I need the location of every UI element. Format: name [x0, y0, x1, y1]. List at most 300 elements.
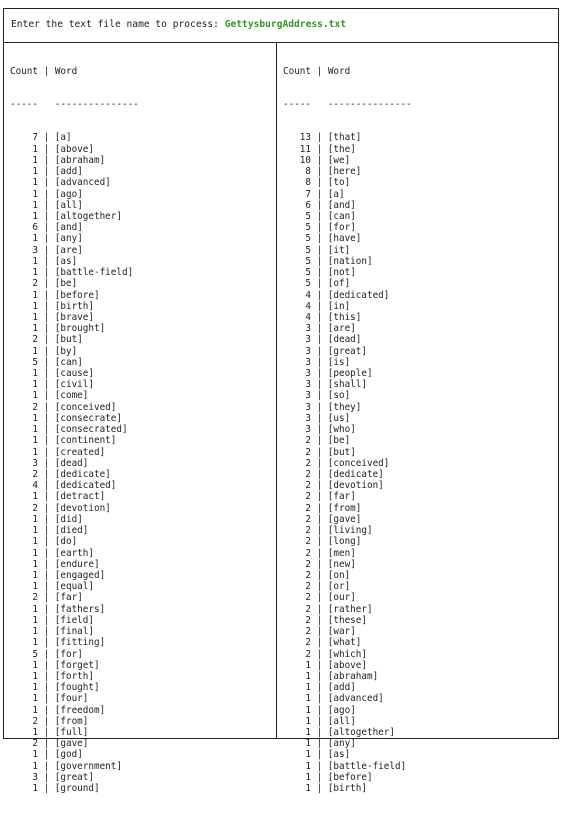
word-value: consecrate [60, 412, 117, 424]
word-count-row: 1 | [four] [10, 693, 89, 705]
word-count-row: 1 | [birth] [10, 300, 94, 312]
word-value: endure [60, 558, 94, 570]
word-count-row: 2 | [dedicate] [10, 469, 111, 480]
word-count-row: 1 | [civil] [10, 379, 94, 391]
count-value: 2 [10, 401, 38, 413]
word-count-row: 3 | [they] [283, 401, 362, 413]
word-count-row: 1 | [as] [283, 749, 351, 761]
count-value: 1 [10, 390, 38, 402]
count-header: Count [283, 66, 311, 77]
word-count-row: 4 | [in] [283, 300, 351, 312]
word-value: dead [60, 457, 83, 469]
word-value: who [333, 424, 351, 436]
word-count-row: 1 | [above] [283, 659, 367, 671]
word-value: ago [60, 188, 78, 200]
count-value: 4 [283, 300, 311, 312]
word-count-row: 2 | [devotion] [283, 480, 384, 492]
count-value: 3 [10, 771, 38, 783]
count-value: 1 [10, 581, 38, 593]
word-count-row: 1 | [birth] [283, 783, 367, 795]
word-value: far [333, 491, 351, 503]
word-count-row: 2 | [from] [283, 502, 362, 514]
word-value: add [60, 166, 78, 178]
word-count-row: 1 | [all] [283, 715, 356, 727]
word-count-row: 2 | [which] [283, 648, 367, 660]
count-value: 5 [283, 244, 311, 256]
word-value: above [60, 143, 89, 155]
count-value: 1 [10, 300, 38, 312]
count-value: 6 [10, 222, 38, 234]
word-count-row: 5 | [for] [283, 222, 356, 234]
word-value: are [333, 323, 351, 335]
word-value: abraham [60, 154, 100, 166]
word-count-row: 1 | [brave] [10, 311, 94, 323]
word-value: altogether [333, 727, 390, 739]
word-value: do [60, 536, 72, 548]
count-value: 2 [283, 502, 311, 514]
word-count-row: 2 | [living] [283, 525, 373, 537]
word-count-row: 1 | [by] [10, 345, 78, 357]
count-value: 1 [10, 379, 38, 391]
count-value: 1 [10, 267, 38, 279]
count-value: 1 [10, 682, 38, 694]
word-count-row: 3 | [are] [283, 323, 356, 335]
word-value: god [60, 749, 78, 761]
word-value: all [60, 199, 78, 211]
word-count-row: 1 | [come] [10, 390, 89, 402]
word-count-row: 5 | [not] [283, 267, 356, 279]
word-count-row: 1 | [forget] [10, 659, 100, 671]
word-count-row: 2 | [long] [283, 536, 362, 548]
word-value: new [333, 558, 351, 570]
word-value: any [333, 738, 351, 750]
word-count-row: 1 | [created] [10, 446, 106, 458]
count-value: 1 [10, 704, 38, 716]
column-header-rule: ----- --------------- [283, 99, 412, 111]
count-value: 5 [283, 278, 311, 290]
word-value: forth [60, 670, 89, 682]
word-count-row: 1 | [fathers] [10, 603, 106, 615]
count-value: 1 [10, 424, 38, 436]
count-value: 1 [10, 569, 38, 581]
word-count-row: 1 | [engaged] [10, 569, 106, 581]
word-count-row: 5 | [have] [283, 233, 362, 245]
word-value: a [60, 132, 66, 144]
right-rows [283, 132, 558, 794]
count-value: 1 [10, 614, 38, 626]
word-count-row: 1 | [above] [10, 143, 94, 155]
word-value: men [333, 547, 351, 559]
word-count-row: 1 | [died] [10, 525, 89, 537]
word-value: on [333, 569, 345, 581]
word-value: and [60, 222, 78, 234]
count-value: 1 [283, 783, 311, 795]
count-value: 5 [283, 210, 311, 222]
left-rows [10, 132, 276, 794]
word-value: government [60, 760, 117, 772]
word-count-row: 1 | [altogether] [283, 727, 395, 739]
count-value: 1 [10, 446, 38, 458]
word-value: us [333, 412, 345, 424]
column-header-rule: ----- --------------- [10, 99, 139, 111]
count-value: 1 [10, 491, 38, 503]
count-value: 1 [10, 289, 38, 301]
word-value: from [333, 502, 356, 514]
word-count-row: 1 | [as] [10, 255, 78, 267]
word-value: these [333, 614, 362, 626]
word-header: Word [54, 66, 78, 77]
word-count-row: 1 | [before] [283, 771, 373, 783]
word-value: for [333, 222, 351, 234]
word-count-row: 1 | [field] [10, 614, 94, 626]
word-count-row: 4 | [dedicated] [283, 289, 390, 301]
word-count-row: 1 | [abraham] [283, 670, 379, 682]
count-value: 5 [10, 648, 38, 660]
word-count-row: 1 | [god] [10, 749, 83, 761]
count-value: 2 [283, 491, 311, 503]
count-value: 2 [283, 536, 311, 548]
count-value: 2 [283, 446, 311, 458]
count-value: 3 [283, 412, 311, 424]
word-value: conceived [333, 457, 384, 469]
word-value: which [333, 648, 362, 660]
word-value: dedicate [60, 469, 106, 480]
word-count-row: 2 | [conceived] [10, 401, 117, 413]
count-value: 3 [283, 390, 311, 402]
word-count-row: 1 | [full] [10, 727, 89, 739]
word-count-row: 2 | [far] [10, 592, 83, 604]
word-value: and [333, 199, 351, 211]
word-count-row: 11 | [the] [283, 143, 356, 155]
word-value: brought [60, 323, 100, 335]
count-value: 4 [283, 311, 311, 323]
word-value: from [60, 715, 83, 727]
count-value: 1 [283, 704, 311, 716]
word-count-row: 1 | [before] [10, 289, 100, 301]
count-value: 3 [283, 345, 311, 357]
word-value: before [60, 289, 94, 301]
word-value: battle-field [60, 267, 128, 279]
word-count-row: 7 | [a] [10, 132, 72, 144]
word-count-row: 2 | [dedicate] [283, 469, 384, 480]
word-count-row: 3 | [dead] [283, 334, 362, 346]
word-count-row: 1 | [add] [10, 166, 83, 178]
count-value: 1 [283, 771, 311, 783]
count-value: 11 [283, 143, 311, 155]
word-value: or [333, 581, 345, 593]
word-value: to [333, 177, 345, 189]
word-value: brave [60, 311, 89, 323]
count-value: 1 [10, 603, 38, 615]
count-value: 1 [10, 536, 38, 548]
word-value: freedom [60, 704, 100, 716]
count-value: 1 [10, 311, 38, 323]
count-value: 4 [10, 480, 38, 492]
word-value: dedicated [60, 480, 111, 492]
count-value: 2 [10, 334, 38, 346]
count-value: 1 [10, 626, 38, 638]
word-count-row: 2 | [gave] [10, 738, 89, 750]
word-value: fought [60, 682, 94, 694]
word-count-row: 3 | [great] [10, 771, 94, 783]
word-value: great [60, 771, 89, 783]
word-count-row: 2 | [men] [283, 547, 356, 559]
count-value: 1 [10, 749, 38, 761]
word-value: add [333, 682, 351, 694]
word-value: that [333, 132, 356, 144]
word-count-row: 1 | [continent] [10, 435, 117, 447]
word-value: by [60, 345, 72, 357]
word-value: dedicate [333, 469, 379, 480]
count-value: 1 [10, 637, 38, 649]
word-count-row: 1 | [abraham] [10, 154, 106, 166]
count-value: 1 [283, 670, 311, 682]
word-value: field [60, 614, 89, 626]
word-count-row: 1 | [earth] [10, 547, 94, 559]
word-value: fathers [60, 603, 100, 615]
word-count-row: 2 | [devotion] [10, 502, 111, 514]
word-value: before [333, 771, 367, 783]
count-value: 2 [10, 278, 38, 290]
word-value: as [60, 255, 72, 267]
word-count-row: 1 | [altogether] [10, 210, 122, 222]
word-count-row: 3 | [people] [283, 368, 373, 380]
word-value: ground [60, 783, 94, 795]
word-value: can [60, 356, 78, 368]
word-value: fitting [60, 637, 100, 649]
word-value: here [333, 166, 356, 178]
word-count-row: 2 | [on] [283, 569, 351, 581]
word-value: ago [333, 704, 351, 716]
word-value: dead [333, 334, 356, 346]
word-value: died [60, 525, 83, 537]
word-count-row: 5 | [can] [283, 210, 356, 222]
count-value: 2 [283, 637, 311, 649]
column-header: Count | Word [283, 66, 351, 77]
word-count-row: 3 | [great] [283, 345, 367, 357]
word-value: not [333, 267, 351, 279]
count-value: 1 [10, 199, 38, 211]
count-value: 2 [10, 592, 38, 604]
count-value: 10 [283, 154, 311, 166]
count-value: 1 [10, 323, 38, 335]
word-count-row: 1 | [add] [283, 682, 356, 694]
word-count-row: 1 | [equal] [10, 581, 94, 593]
word-value: detract [60, 491, 100, 503]
word-count-row: 2 | [war] [283, 626, 356, 638]
word-value: full [60, 727, 83, 739]
word-count-row: 4 | [dedicated] [10, 480, 117, 492]
word-count-row: 1 | [battle-field] [283, 760, 407, 772]
input-prompt [4, 9, 558, 43]
count-value: 1 [10, 143, 38, 155]
word-value: this [333, 311, 356, 323]
word-value: for [60, 648, 78, 660]
word-count-row: 1 | [endure] [10, 558, 100, 570]
word-value: consecrated [60, 424, 122, 436]
count-value: 2 [10, 469, 38, 480]
count-value: 3 [283, 424, 311, 436]
count-value: 1 [10, 435, 38, 447]
count-value: 1 [10, 558, 38, 570]
count-value: 2 [283, 480, 311, 492]
count-value: 2 [283, 648, 311, 660]
word-count-row: 1 | [ago] [10, 188, 83, 200]
word-count-row: 10 | [we] [283, 154, 351, 166]
word-count-row: 1 | [ground] [10, 783, 100, 795]
count-value: 1 [283, 682, 311, 694]
count-value: 13 [283, 132, 311, 144]
word-count-row: 1 | [advanced] [10, 177, 111, 189]
count-value: 2 [283, 435, 311, 447]
word-count-row: 1 | [government] [10, 760, 122, 772]
word-count-row: 3 | [who] [283, 424, 356, 436]
count-header: Count [10, 66, 38, 77]
right-word-count-column [277, 43, 558, 795]
count-value: 8 [283, 177, 311, 189]
word-count-row: 2 | [our] [283, 592, 356, 604]
word-count-row: 1 | [any] [283, 738, 356, 750]
count-value: 1 [283, 727, 311, 739]
word-value: have [333, 233, 356, 245]
count-value: 2 [283, 457, 311, 469]
word-count-row: 1 | [freedom] [10, 704, 106, 716]
count-value: 1 [10, 368, 38, 380]
word-value: any [60, 233, 78, 245]
count-value: 1 [10, 166, 38, 178]
word-count-row: 5 | [it] [283, 244, 351, 256]
word-count-row: 2 | [gave] [283, 513, 362, 525]
word-value: in [333, 300, 345, 312]
column-header: Count | Word [10, 66, 78, 77]
word-count-row: 5 | [of] [283, 278, 351, 290]
word-count-row: 1 | [final] [10, 626, 94, 638]
word-value: battle-field [333, 760, 401, 772]
count-value: 1 [10, 783, 38, 795]
word-count-row: 2 | [what] [283, 637, 362, 649]
count-value: 2 [283, 592, 311, 604]
word-count-row: 2 | [far] [283, 491, 356, 503]
word-count-row: 13 | [that] [283, 132, 362, 144]
word-count-row: 7 | [a] [283, 188, 345, 200]
word-count-row: 2 | [rather] [283, 603, 373, 615]
word-count-row: 1 | [all] [10, 199, 83, 211]
prompt-filename: GettysburgAddress.txt [224, 19, 347, 30]
word-value: devotion [60, 502, 106, 514]
count-value: 1 [10, 210, 38, 222]
word-value: birth [60, 300, 89, 312]
word-value: so [333, 390, 345, 402]
word-value: it [333, 244, 345, 256]
count-value: 1 [10, 188, 38, 200]
word-value: civil [60, 379, 89, 391]
word-value: but [60, 334, 78, 346]
count-value: 6 [283, 199, 311, 211]
word-count-row: 6 | [and] [10, 222, 83, 234]
word-value: cause [60, 368, 89, 380]
word-count-row: 6 | [and] [283, 199, 356, 211]
word-count-row: 2 | [these] [283, 614, 367, 626]
word-count-row: 2 | [new] [283, 558, 356, 570]
count-value: 2 [10, 715, 38, 727]
word-value: engaged [60, 569, 100, 581]
word-count-row: 3 | [so] [283, 390, 351, 402]
count-value: 2 [283, 626, 311, 638]
count-value: 2 [283, 558, 311, 570]
count-value: 3 [10, 244, 38, 256]
count-value: 3 [283, 356, 311, 368]
word-count-row: 3 | [are] [10, 244, 83, 256]
count-value: 7 [283, 188, 311, 200]
word-count-row: 1 | [detract] [10, 491, 106, 503]
word-value: what [333, 637, 356, 649]
word-count-row: 1 | [ago] [283, 704, 356, 716]
count-value: 1 [10, 693, 38, 705]
count-value: 1 [283, 659, 311, 671]
count-value: 1 [283, 693, 311, 705]
word-value: advanced [60, 177, 106, 189]
count-value: 8 [283, 166, 311, 178]
count-value: 1 [283, 738, 311, 750]
word-count-row: 1 | [advanced] [283, 693, 384, 705]
word-count-row: 2 | [from] [10, 715, 89, 727]
count-value: 3 [283, 323, 311, 335]
word-count-row: 1 | [consecrate] [10, 412, 122, 424]
word-value: conceived [60, 401, 111, 413]
count-value: 5 [283, 233, 311, 245]
count-value: 2 [10, 502, 38, 514]
word-value: as [333, 749, 345, 761]
word-value: advanced [333, 693, 379, 705]
word-count-row: 4 | [this] [283, 311, 362, 323]
word-value: created [60, 446, 100, 458]
count-value: 1 [10, 727, 38, 739]
count-value: 1 [10, 659, 38, 671]
word-value: they [333, 401, 356, 413]
word-value: we [333, 154, 345, 166]
word-count-row: 5 | [can] [10, 356, 83, 368]
word-value: be [60, 278, 72, 290]
word-value: four [60, 693, 83, 705]
word-value: nation [333, 255, 367, 267]
count-value: 3 [283, 334, 311, 346]
word-count-row: 8 | [here] [283, 166, 362, 178]
count-value: 1 [10, 670, 38, 682]
count-value: 1 [10, 233, 38, 245]
word-value: dedicated [333, 289, 384, 301]
word-count-row: 2 | [or] [283, 581, 351, 593]
word-count-row: 8 | [to] [283, 177, 351, 189]
word-count-row: 1 | [brought] [10, 323, 106, 335]
count-value: 2 [283, 469, 311, 480]
console-output-panel [3, 8, 559, 795]
word-value: of [333, 278, 345, 290]
word-count-row: 3 | [shall] [283, 379, 367, 391]
count-value: 2 [283, 525, 311, 537]
word-count-row: 5 | [nation] [283, 255, 373, 267]
count-value: 1 [10, 412, 38, 424]
word-value: is [333, 356, 345, 368]
word-count-row: 2 | [but] [283, 446, 356, 458]
word-value: forget [60, 659, 94, 671]
word-value: earth [60, 547, 89, 559]
count-value: 3 [283, 368, 311, 380]
count-value: 2 [283, 614, 311, 626]
word-header: Word [327, 66, 351, 77]
word-count-row: 3 | [dead] [10, 457, 89, 469]
word-count-row: 2 | [be] [10, 278, 78, 290]
word-value: devotion [333, 480, 379, 492]
